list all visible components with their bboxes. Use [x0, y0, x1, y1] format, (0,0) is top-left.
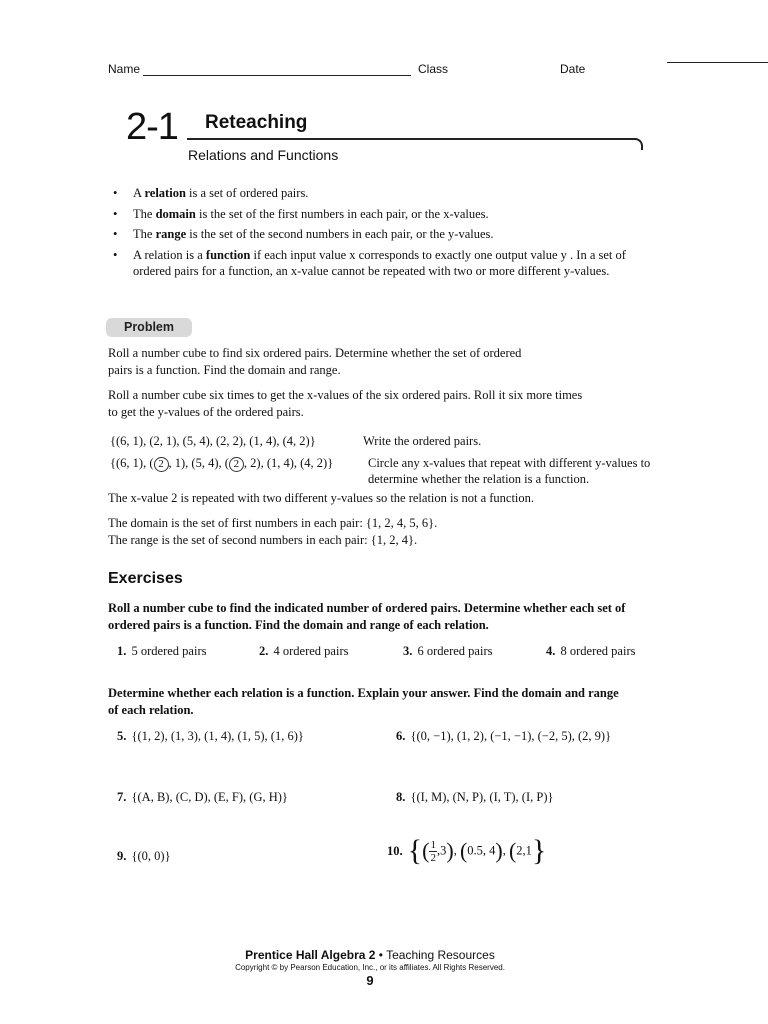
- definition-list: [110, 185, 650, 284]
- exercise-item: 8. {(I, M), (N, P), (I, T), (I, P)}: [396, 790, 554, 804]
- date-line: [667, 62, 768, 63]
- page-number: 9: [366, 973, 374, 988]
- footer-source: Prentice Hall Algebra 2 • Teaching Resources: [245, 948, 495, 962]
- circled-x-value: 2: [154, 457, 169, 472]
- exercise-item: 5. {(1, 2), (1, 3), (1, 4), (1, 5), (1, 6)}: [117, 729, 304, 743]
- exercise-item: 2. 4 ordered pairs: [259, 644, 349, 658]
- ordered-pairs-circled: {(6, 1), ( 2 , 1), (5, 4), ( 2 , 2), (1, 4), (4, 2)}: [110, 456, 334, 470]
- problem-paragraph-1: Roll a number cube to find six ordered pairs. Determine whether the set of ordered pairs is a function. Find the domain and range.: [108, 346, 522, 377]
- conclusion-text: The x-value 2 is repeated with two different y-values so the relation is not a function.: [108, 491, 535, 505]
- exercise-item: 9. {(0, 0)}: [117, 849, 171, 863]
- exercises-instructions-1: Roll a number cube to find the indicated number of ordered pairs. Determine whether each set of ordered pairs is a function. Find the domain and range of each relation.: [108, 601, 626, 632]
- lesson-number: 2-1: [126, 106, 178, 148]
- footer-copyright: Copyright © by Pearson Education, Inc., or its affiliates. All Rights Reserved.: [235, 963, 505, 972]
- circled-x-value: 2: [229, 457, 244, 472]
- exercises-instructions-2: Determine whether each relation is a function. Explain your answer. Find the domain and range of each relation.: [108, 686, 619, 717]
- exercise-item: 3. 6 ordered pairs: [403, 644, 493, 658]
- domain-text: The domain is the set of first numbers in each pair: {1, 2, 4, 5, 6}.: [108, 516, 438, 530]
- ordered-pairs-set: {(6, 1), (2, 1), (5, 4), (2, 2), (1, 4), (4, 2)}: [110, 434, 316, 448]
- bullet-item: • A relation is a set of ordered pairs.: [113, 186, 309, 200]
- note-circle: Circle any x-values that repeat with different y-values to determine whether the relation is a function.: [368, 456, 651, 486]
- exercise-item: 4. 8 ordered pairs: [546, 644, 636, 658]
- exercise-item: 1. 5 ordered pairs: [117, 644, 207, 658]
- class-label: Class: [418, 62, 449, 76]
- date-label: Date: [560, 62, 586, 76]
- bullet-item: • The range is the set of the second numbers in each pair, or the y-values.: [113, 227, 494, 241]
- range-text: The range is the set of second numbers in each pair: {1, 2, 4}.: [108, 533, 418, 547]
- name-line: [143, 75, 411, 76]
- lesson-subtitle: Relations and Functions: [188, 147, 339, 163]
- note-write-pairs: Write the ordered pairs.: [363, 434, 482, 448]
- exercises-heading: Exercises: [108, 570, 183, 587]
- problem-tag: Problem: [106, 318, 192, 337]
- exercise-item: 6. {(0, −1), (1, 2), (−1, −1), (−2, 5), (2, 9)}: [396, 729, 612, 743]
- bullet-item: • A relation is a function if each input value x corresponds to exactly one output value y . In a set of ordered pairs for a function, an x-value cannot be repeated with two or more different y-values.: [113, 247, 626, 278]
- lesson-title: Reteaching: [205, 112, 308, 133]
- problem-paragraph-2: Roll a number cube six times to get the x-values of the six ordered pairs. Roll it six more times to get the y-values of the ordered pairs.: [108, 388, 583, 419]
- fraction: $\frac{1}{2}$: [430, 838, 436, 864]
- exercise-item-10: 10. {( $\frac{1}{2},3$), (0.5, 4), (2,1}: [387, 834, 547, 867]
- exercise-item: 7. {(A, B), (C, D), (E, F), (G, H)}: [117, 790, 288, 804]
- name-label: Name: [108, 62, 141, 76]
- bullet-item: • The domain is the set of the first numbers in each pair, or the x-values.: [113, 206, 489, 221]
